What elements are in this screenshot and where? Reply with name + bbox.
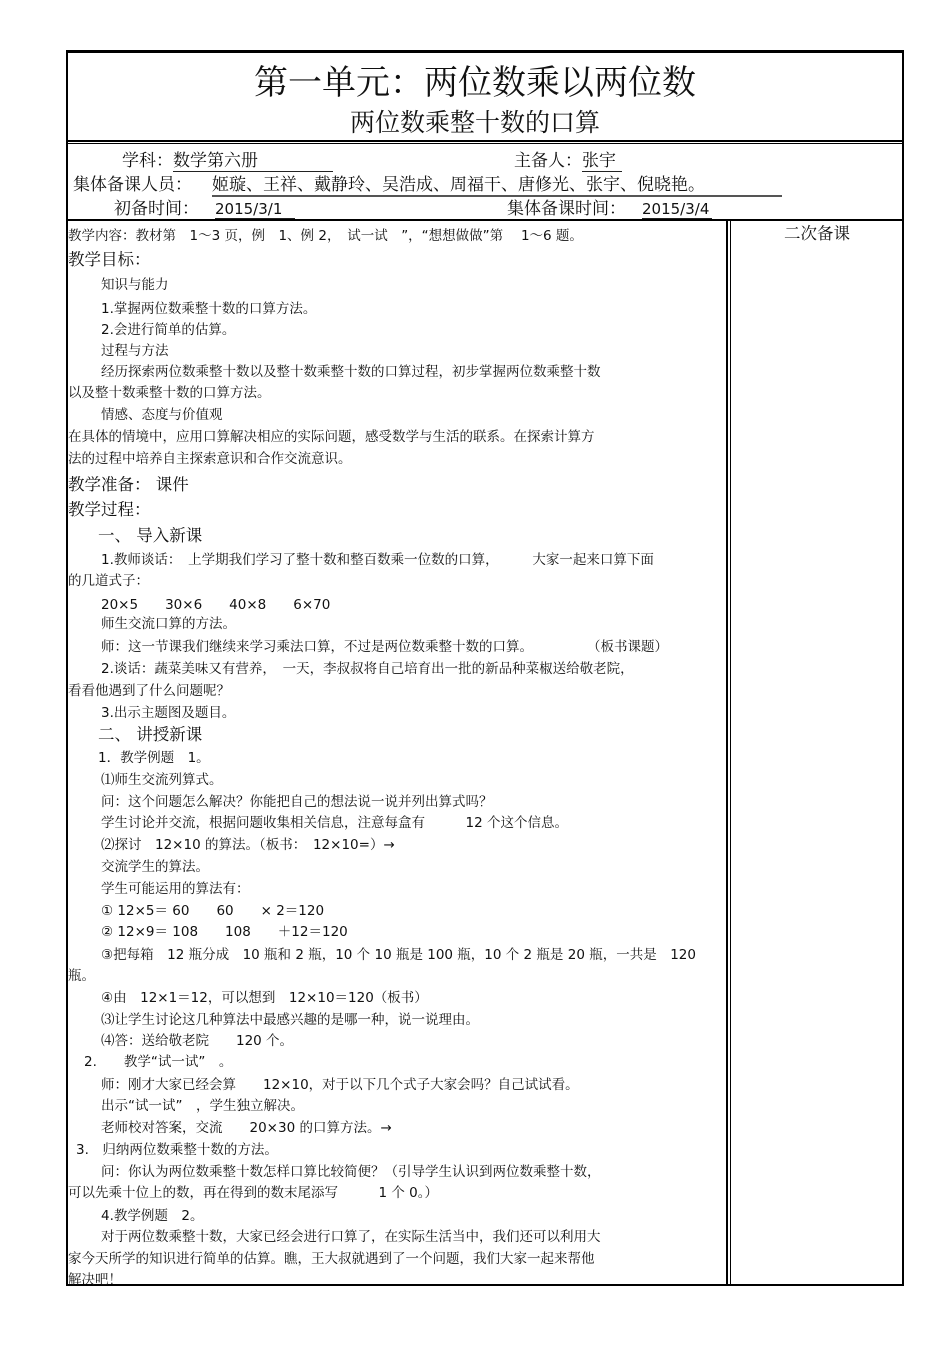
content-line: 师：这一节课我们继续来学习乘法口算，不过是两位数乘整十数的口算。 （板书课题）: [101, 639, 668, 655]
content-line: 法的过程中培养自主探索意识和合作交流意识。: [68, 451, 352, 467]
content-line: 知识与能力: [101, 277, 169, 293]
content-line: 的几道式子：: [68, 573, 149, 589]
content-line: 经历探索两位数乘整十数以及整十数乘整十数的口算过程，初步掌握两位数乘整十数: [101, 364, 601, 380]
content-line: 情感、态度与价值观: [101, 407, 223, 423]
subject-value: 数学第六册: [173, 146, 333, 172]
content-line: 过程与方法: [101, 343, 169, 359]
lead-field: [514, 146, 622, 172]
first-time-value: 2015/3/1: [215, 200, 295, 219]
content-line: 出示“试一试” ，学生独立解决。: [101, 1098, 304, 1114]
content-line: 3. 归纳两位数乘整十数的方法。: [76, 1142, 278, 1158]
lead-label: 主备人：: [514, 151, 582, 171]
first-time-field: [114, 194, 295, 219]
content-line: 看看他遇到了什么问题呢？: [68, 683, 230, 699]
content-line: 问：你认为两位数乘整十数怎样口算比较简便？（引导学生认识到两位数乘整十数，: [101, 1164, 601, 1180]
content-line: 教学目标：: [68, 250, 151, 269]
subject-label: 学科：: [122, 151, 173, 171]
content-line: ⑷答：送给敬老院 120 个。: [101, 1033, 294, 1049]
content-line: 问：这个问题怎么解决？你能把自己的想法说一说并列出算式吗？: [101, 794, 493, 810]
content-line: 1．教学例题 1。: [98, 750, 210, 766]
page-title: 第一单元：两位数乘以两位数: [254, 63, 696, 103]
content-line: 在具体的情境中，应用口算解决相应的实际问题，感受数学与生活的联系。在探索计算方: [68, 429, 595, 445]
column-divider-right: [730, 219, 731, 1286]
subject-field: [122, 146, 333, 172]
content-line: ⑶让学生讨论这几种算法中最感兴趣的是哪一种，说一说理由。: [101, 1012, 479, 1028]
group-time-field: [507, 194, 712, 219]
group-time-label: 集体备课时间：: [507, 199, 626, 219]
content-line: ③把每箱 12 瓶分成 10 瓶和 2 瓶，10 个 10 瓶是 100 瓶，10 个 2 瓶是 20 瓶，一共是 120: [101, 947, 696, 963]
content-line: 1.掌握两位数乘整十数的口算方法。: [101, 301, 317, 317]
group-time-value: 2015/3/4: [642, 200, 712, 219]
content-line: 学生讨论并交流，根据问题收集相关信息，注意每盒有 12 个这个信息。: [101, 815, 568, 831]
content-line: 20×5 30×6 40×8 6×70: [101, 597, 331, 613]
content-line: ① 12×5＝ 60 60 × 2＝120: [101, 903, 325, 919]
group-label: 集体备课人员：: [73, 175, 192, 195]
group-field: [73, 170, 782, 197]
content-line: ⑵探讨 12×10 的算法。（板书： 12×10=）→: [101, 837, 395, 853]
content-line: 1.教师谈话： 上学期我们学习了整十数和整百数乘一位数的口算， 大家一起来口算下面: [101, 552, 654, 568]
secondary-prep-label: 二次备课: [784, 224, 850, 243]
page-subtitle: 两位数乘整十数的口算: [349, 108, 600, 137]
content-line: 学生可能运用的算法有：: [101, 881, 250, 897]
content-line: 可以先乘十位上的数，再在得到的数末尾添写 1 个 0。）: [68, 1185, 439, 1201]
title-divider: [66, 140, 904, 142]
meta-divider-top: [66, 143, 904, 144]
content-line: 教学过程：: [68, 500, 151, 519]
content-line: 2.会进行简单的估算。: [101, 322, 236, 338]
content-line: 3.出示主题图及题目。: [101, 705, 236, 721]
section-heading: 一、 导入新课: [98, 526, 203, 545]
content-line: ④由 12×1＝12，可以想到 12×10＝120（板书）: [101, 990, 428, 1006]
content-line: 2. 教学“试一试” 。: [84, 1054, 233, 1070]
first-time-label: 初备时间：: [114, 199, 199, 219]
content-line: 对于两位数乘整十数，大家已经会进行口算了，在实际生活当中，我们还可以利用大: [101, 1229, 601, 1245]
content-line: 老师校对答案，交流 20×30 的口算方法。→: [101, 1120, 392, 1136]
lead-value: 张宇: [582, 146, 622, 172]
group-value: 姬璇、王祥、戴静玲、吴浩成、周福干、唐修光、张宇、倪晓艳。: [212, 170, 782, 197]
content-line: 教学内容：教材第 1～3 页，例 1、例 2， 试一试 ”，“想想做做”第 1～6 题。: [68, 228, 583, 244]
section-heading: 二、 讲授新课: [98, 725, 203, 744]
content-line: ⑴师生交流列算式。: [101, 772, 223, 788]
content-line: 师：刚才大家已经会算 12×10，对于以下几个式子大家会吗？自己试试看。: [101, 1077, 579, 1093]
content-line: ② 12×9＝ 108 108 ＋12＝120: [101, 924, 348, 940]
column-divider-left: [726, 219, 728, 1286]
content-line: 2.谈话：蔬菜美味又有营养， 一天，李叔叔将自己培育出一批的新品种菜椒送给敬老院，: [101, 661, 634, 677]
content-line: 4.教学例题 2。: [101, 1208, 204, 1224]
content-line: 以及整十数乘整十数的口算方法。: [68, 385, 271, 401]
content-line: 交流学生的算法。: [101, 859, 209, 875]
content-line: 瓶。: [68, 968, 95, 984]
content-line: 师生交流口算的方法。: [101, 616, 236, 632]
content-line: 解决吧！: [68, 1272, 122, 1288]
content-line: 教学准备： 课件: [68, 475, 189, 494]
content-line: 家今天所学的知识进行简单的估算。瞧，王大叔就遇到了一个问题，我们大家一起来帮他: [68, 1251, 595, 1267]
